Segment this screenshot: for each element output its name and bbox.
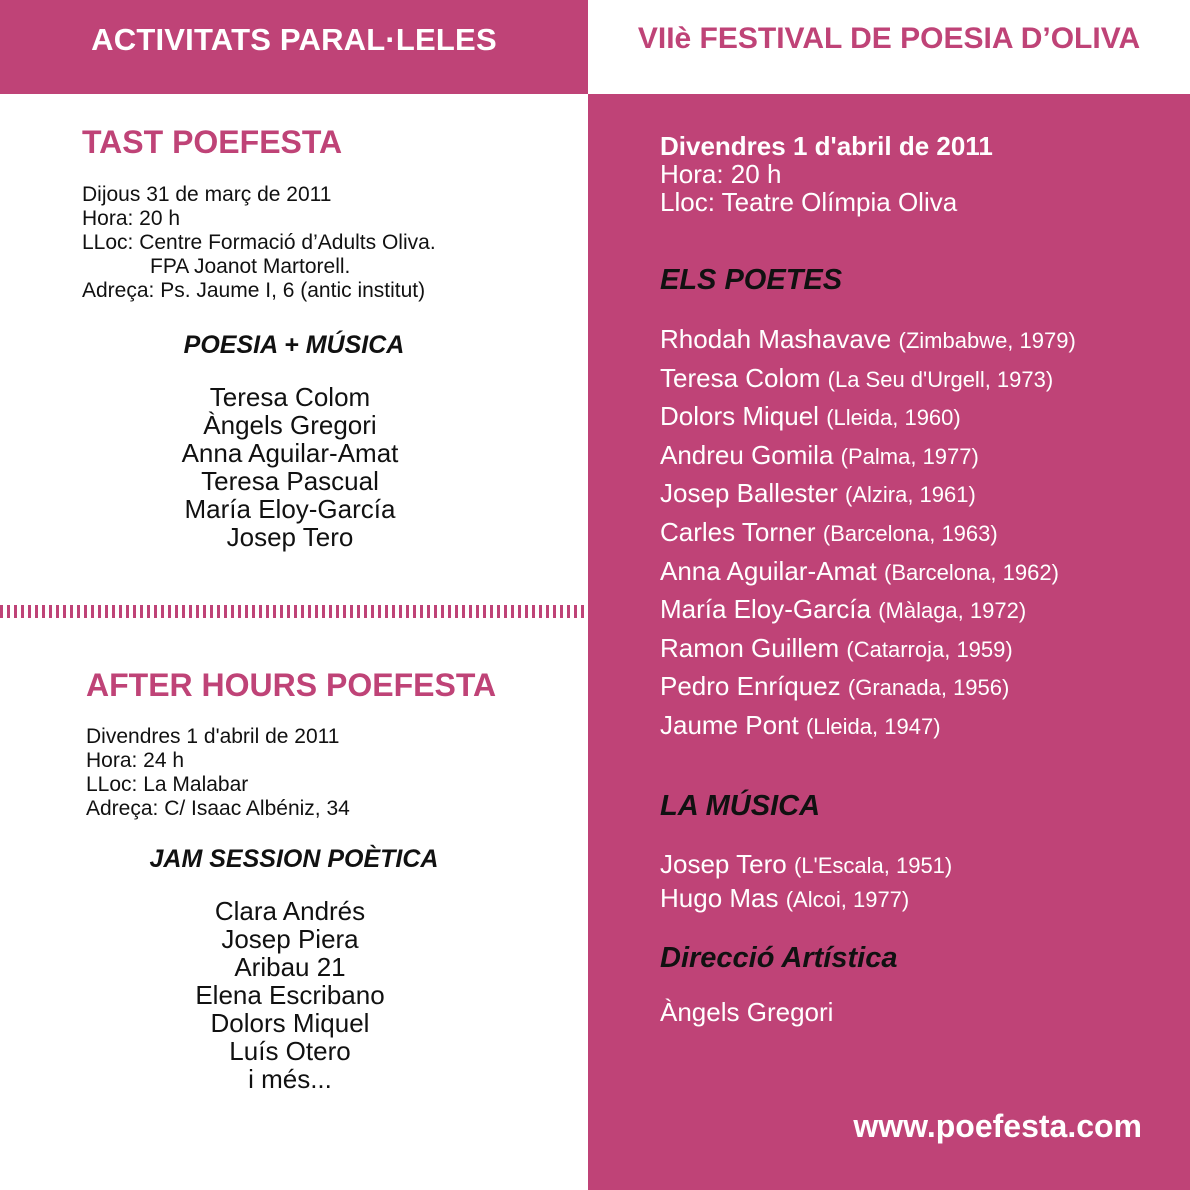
poet-origin: (Alzira, 1961) bbox=[845, 482, 976, 508]
activities-heading: ACTIVITATS PARAL·LELES bbox=[91, 22, 497, 57]
poet-origin: (Barcelona, 1962) bbox=[884, 559, 1059, 585]
poet-name: Teresa Colom bbox=[660, 362, 821, 393]
poet-name: Rhodah Mashavave bbox=[660, 324, 892, 354]
poet-origin: (Lleida, 1947) bbox=[805, 713, 941, 739]
musician-origin: (Alcoi, 1977) bbox=[785, 887, 910, 912]
poet-origin: (Catarroja, 1959) bbox=[846, 636, 1013, 662]
musician-origin: (L'Escala, 1951) bbox=[793, 853, 953, 878]
musician-name: Josep Tero bbox=[660, 849, 787, 879]
after-hours-names bbox=[0, 897, 580, 1093]
after-hours-subtitle: JAM SESSION POÈTICA bbox=[149, 845, 439, 873]
list-item bbox=[660, 514, 1076, 553]
after-hours-details bbox=[86, 725, 350, 821]
festival-heading: VIIè FESTIVAL DE POESIA D’OLIVA bbox=[637, 22, 1141, 55]
list-item: Josep Tero bbox=[226, 522, 354, 552]
poets-list bbox=[660, 321, 1076, 746]
poet-name: Dolors Miquel bbox=[660, 401, 819, 432]
poet-name: María Eloy-García bbox=[660, 594, 871, 625]
list-item: Dolors Miquel bbox=[210, 1008, 370, 1038]
tast-subtitle: POESIA + MÚSICA bbox=[183, 331, 405, 359]
poet-name: Ramon Guillem bbox=[660, 632, 840, 663]
poet-origin: (Màlaga, 1972) bbox=[878, 598, 1027, 624]
list-item bbox=[660, 630, 1076, 669]
list-item: Anna Aguilar-Amat bbox=[181, 438, 399, 468]
poet-name: Jaume Pont bbox=[660, 709, 799, 740]
list-item bbox=[660, 475, 1076, 514]
tast-details bbox=[82, 183, 436, 303]
poet-origin: (Zimbabwe, 1979) bbox=[898, 328, 1076, 353]
tast-place: LLoc: Centre Formació d’Adults Oliva. bbox=[82, 231, 436, 254]
list-item: Elena Escribano bbox=[195, 980, 385, 1010]
list-item: i més... bbox=[248, 1064, 332, 1094]
festival-time: Hora: 20 h bbox=[660, 159, 782, 189]
tast-names bbox=[0, 383, 580, 551]
list-item bbox=[660, 848, 952, 882]
list-item bbox=[660, 321, 1076, 360]
tast-title: TAST POEFESTA bbox=[82, 124, 343, 160]
list-item bbox=[660, 553, 1076, 592]
list-item: María Eloy-García bbox=[184, 494, 396, 524]
list-item: Teresa Colom bbox=[209, 382, 371, 412]
poet-origin: (Lleida, 1960) bbox=[826, 405, 961, 431]
list-item: Aribau 21 bbox=[234, 952, 346, 982]
poet-name: Andreu Gomila bbox=[660, 439, 834, 470]
list-item: Luís Otero bbox=[229, 1036, 351, 1066]
list-item bbox=[660, 707, 1076, 746]
musician-name: Hugo Mas bbox=[660, 883, 779, 913]
list-item bbox=[660, 591, 1076, 630]
list-item: Josep Piera bbox=[221, 924, 359, 954]
poet-name: Pedro Enríquez bbox=[660, 671, 841, 702]
festival-date: Divendres 1 d'abril de 2011 bbox=[660, 131, 993, 161]
list-item: Teresa Pascual bbox=[201, 466, 379, 496]
poet-name: Carles Torner bbox=[660, 516, 816, 547]
list-item bbox=[660, 437, 1076, 476]
poet-origin: (La Seu d'Urgell, 1973) bbox=[827, 366, 1054, 392]
tast-time: Hora: 20 h bbox=[82, 207, 181, 230]
poet-name: Josep Ballester bbox=[660, 478, 838, 509]
poet-origin: (Granada, 1956) bbox=[847, 675, 1010, 701]
music-title: LA MÚSICA bbox=[660, 790, 821, 822]
dotted-divider bbox=[0, 605, 588, 618]
poet-name: Anna Aguilar-Amat bbox=[660, 555, 877, 586]
tast-place-line2: FPA Joanot Martorell. bbox=[150, 255, 351, 278]
after-hours-place: LLoc: La Malabar bbox=[86, 773, 249, 796]
after-hours-title: AFTER HOURS POEFESTA bbox=[86, 667, 497, 703]
festival-place: Lloc: Teatre Olímpia Oliva bbox=[660, 187, 958, 217]
direction-title: Direcció Artística bbox=[660, 942, 898, 974]
poet-origin: (Barcelona, 1963) bbox=[822, 520, 998, 546]
list-item bbox=[660, 398, 1076, 437]
musicians-list bbox=[660, 848, 952, 916]
poet-origin: (Palma, 1977) bbox=[840, 443, 979, 469]
tast-date: Dijous 31 de març de 2011 bbox=[82, 183, 332, 206]
list-item bbox=[660, 360, 1076, 399]
list-item bbox=[660, 668, 1076, 707]
tast-address: Adreça: Ps. Jaume I, 6 (antic institut) bbox=[82, 279, 426, 302]
after-hours-date: Divendres 1 d'abril de 2011 bbox=[86, 725, 340, 748]
director-name: Àngels Gregori bbox=[660, 997, 834, 1027]
festival-details bbox=[660, 132, 993, 216]
list-item bbox=[660, 882, 952, 916]
list-item: Àngels Gregori bbox=[203, 410, 377, 440]
after-hours-address: Adreça: C/ Isaac Albéniz, 34 bbox=[86, 797, 350, 820]
after-hours-time: Hora: 24 h bbox=[86, 749, 185, 772]
list-item: Clara Andrés bbox=[214, 896, 366, 926]
website-link[interactable]: www.poefesta.com bbox=[853, 1108, 1142, 1144]
poets-title: ELS POETES bbox=[660, 264, 843, 296]
